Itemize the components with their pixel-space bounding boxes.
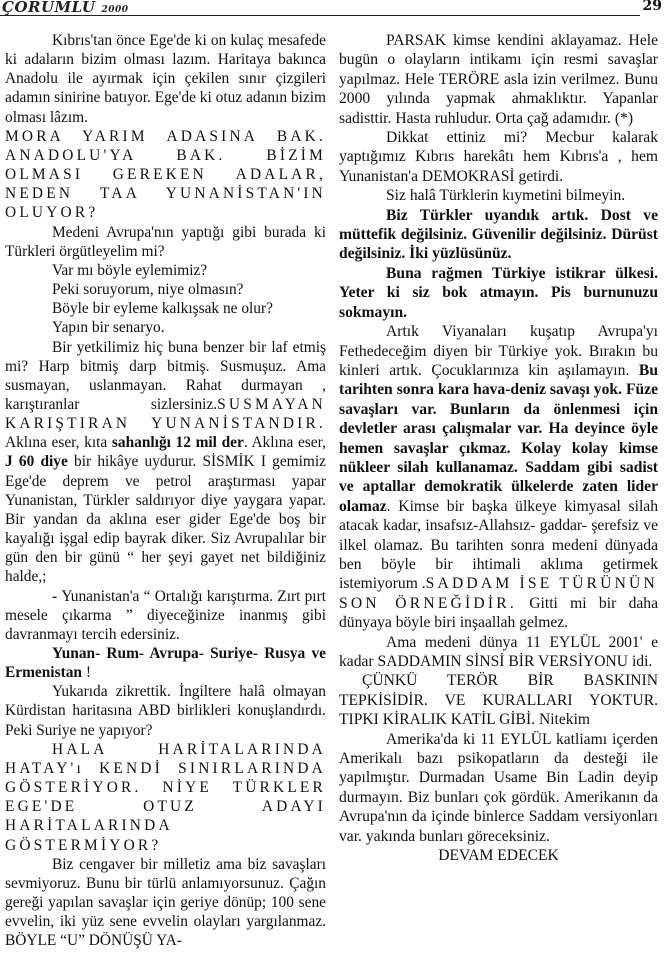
paragraph: HALA HARİTALARINDA HATAY'ı KENDİ SINIRLARINDA GÖSTERİYOR. NİYE TÜRKLER EGE'DE OTUZ ADAYI HARİTALARINDA GÖSTERMİYOR?	[5, 740, 326, 854]
paragraph: Biz Türkler uyandık artık. Dost ve müttefik değilsiniz. Güvenilir değilsiniz. Dürüst değilsiniz. İki yüzlüsünüz.	[339, 206, 658, 263]
text-run: bir hikâye uydurur. SİSMİK I gemimiz Ege'de deprem ve petrol araştırması yapar Yunanistan, Türkler saldırıyor diye yaygara yapar. Bir yandan da aklına eser gider Ege'de boş bir kayalığı işgal edip bayrak diker. Siz Avrupalılar bir gün den bir günü “ her şeyi gayet net bildiğiniz halde,;	[5, 453, 326, 586]
paragraph: MORA YARIM ADASINA BAK. ANADOLU'YA BAK. BİZİM OLMASI GEREKEN ADALAR, NEDEN TAA YUNANİSTAN'IN OLUYOR?	[5, 127, 326, 222]
bold-text: Yunan- Rum- Avrupa- Suriye- Rusya ve Ermenistan	[5, 645, 326, 682]
page-number: 29	[642, 0, 662, 14]
paragraph: Var mı böyle eylemimiz?	[52, 261, 208, 279]
bold-text: Bu tarihten sonra kara hava-deniz savaşı yok. Füze savaşları var. Bunların da önlenmesi için devletler arası çalışmalar var. Ha deyince öyle hemen savaşlar çıkmaz. Kolay kolay kimse nükleer silah kullanamaz. Saddam gibi sadist ve aptallar demokratik ülkelerde zaten lider olamaz	[339, 361, 658, 515]
paragraph: Yapın bir senaryo.	[52, 319, 165, 337]
text-run: Yunanistan'a “ Ortalığı karıştırma. Zırt pırt mesele çıkarma ” diyeceğinize inanmış gibi davranmayı tercih edersiniz.	[5, 587, 326, 643]
paragraph: Biz cengaver bir milletiz ama biz savaşları sevmiyoruz. Bunu bir türlü anlamıyorsunuz. Çağın gereği yapılan savaşlar için geriye dönüp; 100 sene evvelin, iki yüz sene evvelin olayları yargılanmaz. BÖYLE “U” DÖNÜŞÜ YA-	[5, 855, 326, 950]
paragraph	[339, 322, 658, 633]
left-column	[5, 31, 326, 951]
paragraph: Ama medeni dünya 11 EYLÜL 2001' e kadar SADDAMIN SİNSİ BİR VERSİYONU idi.	[339, 633, 658, 670]
header-rule	[0, 15, 640, 16]
text-run: Aklına eser, kıta	[5, 434, 112, 452]
right-column	[339, 31, 658, 865]
bold-text: sahanlığı 12 mil der	[111, 434, 244, 452]
paragraph: Dikkat ettiniz mi? Mecbur kalarak yaptığımız Kıbrıs harekâtı hem Kıbrıs'a , hem Yunanistan'a DEMOKRASİ getirdi.	[339, 129, 658, 185]
spaced-caps-text: SUSMAYAN KARIŞTIRAN YUNANİSTANDIR.	[5, 395, 326, 433]
publication-name: ÇORUMLU	[2, 0, 96, 16]
paragraph: Kıbrıs'tan önce Ege'de ki on kulaç mesafede ki adaların bizim olması lazım. Haritaya bakınca Anadolu ile ayırmak için çekilen sınır çizgileri adamın sinirine batıyor. Ege'de ki otuz adanın bizim olması lâzım.	[5, 32, 326, 126]
publication-logo	[2, 0, 129, 16]
paragraph: ÇÜNKÜ TERÖR BİR BASKININ TEPKİSİDİR. VE KURALLARI YOKTUR. TIPKI KİRALIK KATİL GİBİ. Nitekim	[339, 672, 658, 729]
paragraph	[5, 338, 326, 587]
paragraph: Peki soruyorum, niye olmasın?	[52, 281, 244, 299]
paragraph: DEVAM EDECEK	[438, 847, 559, 865]
paragraph	[5, 644, 326, 682]
text-run: Artık Viyanaları kuşatıp Avrupa'yı Fethedeceğim diyen bir Türkiye yok. Bırakın bu kinleri artık. Çocuklarınıza kin aşılamayın.	[339, 323, 658, 379]
spaced-caps-text: SADDAM İSE TÜRÜNÜN SON ÖRNEĞİDİR.	[339, 575, 658, 612]
text-run: Gitti mi bir daha dünyaya böyle biri inşaallah gelmez.	[339, 594, 658, 632]
paragraph	[5, 587, 326, 644]
bold-text: J 60 diye	[5, 453, 68, 471]
publication-year: 2000	[101, 5, 129, 15]
paragraph: Amerika'da ki 11 EYLÜL katliamı içerden Amerikalı bazı psikopatların da desteği ile yapılmıştır. Durmadan Usame Bin Ladin deyip durmayın. Biz bunları çok gördük. Amerikanın da Avrupa'nın da içinde binlerce Saddam versiyonları var. yakında bunları göreceksiniz.	[339, 730, 658, 845]
paragraph: Böyle bir eyleme kalkışsak ne olur?	[52, 300, 273, 318]
paragraph: PARSAK kimse kendini aklayamaz. Hele bugün o olayların intikamı için resmi savaşlar yapılmaz. Hele TERÖRE asla izin verilmez. Bunu 2000 yılında yapmak ahmaklıktır. Yapanlar sadisttir. Hasta ruhludur. Orta çağ adamıdır. (*)	[339, 32, 658, 127]
paragraph: Siz halâ Türklerin kıymetini bilmeyin.	[386, 187, 626, 205]
text-run: !	[81, 664, 91, 682]
paragraph: Buna rağmen Türkiye istikrar ülkesi. Yeter ki siz bok atmayın. Pis burnunuzu sokmayın.	[339, 264, 658, 321]
text-run: Bir yetkilimiz hiç buna benzer bir laf etmiş mi? Harp bitmiş darp bitmiş. Susmuşuz. Ama susmayan, uslanmayan. Rahat durmayan , karıştıranlar sizlersiniz.	[5, 338, 326, 413]
text-run: . Kimse bir başka ülkeye kimyasal silah atacak kadar, insafsız-Allahsız- gaddar- şerefsiz ve ilkel olamaz. Bu tarihten sonra medeni dünyada ben böyle bir ihtimali aklıma getirmek istemiyorum .	[339, 497, 658, 593]
page-header	[0, 0, 668, 24]
paragraph: Medeni Avrupa'nın yaptığı gibi burada ki Türkleri örgütleyelim mi?	[5, 223, 326, 260]
bold-text: -	[52, 587, 62, 605]
paragraph: Yukarıda zikrettik. İngiltere halâ olmayan Kürdistan haritasına ABD birlikleri konuşlandırdı. Peki Suriye ne yapıyor?	[5, 683, 326, 739]
text-run: . Aklına eser,	[243, 434, 326, 452]
